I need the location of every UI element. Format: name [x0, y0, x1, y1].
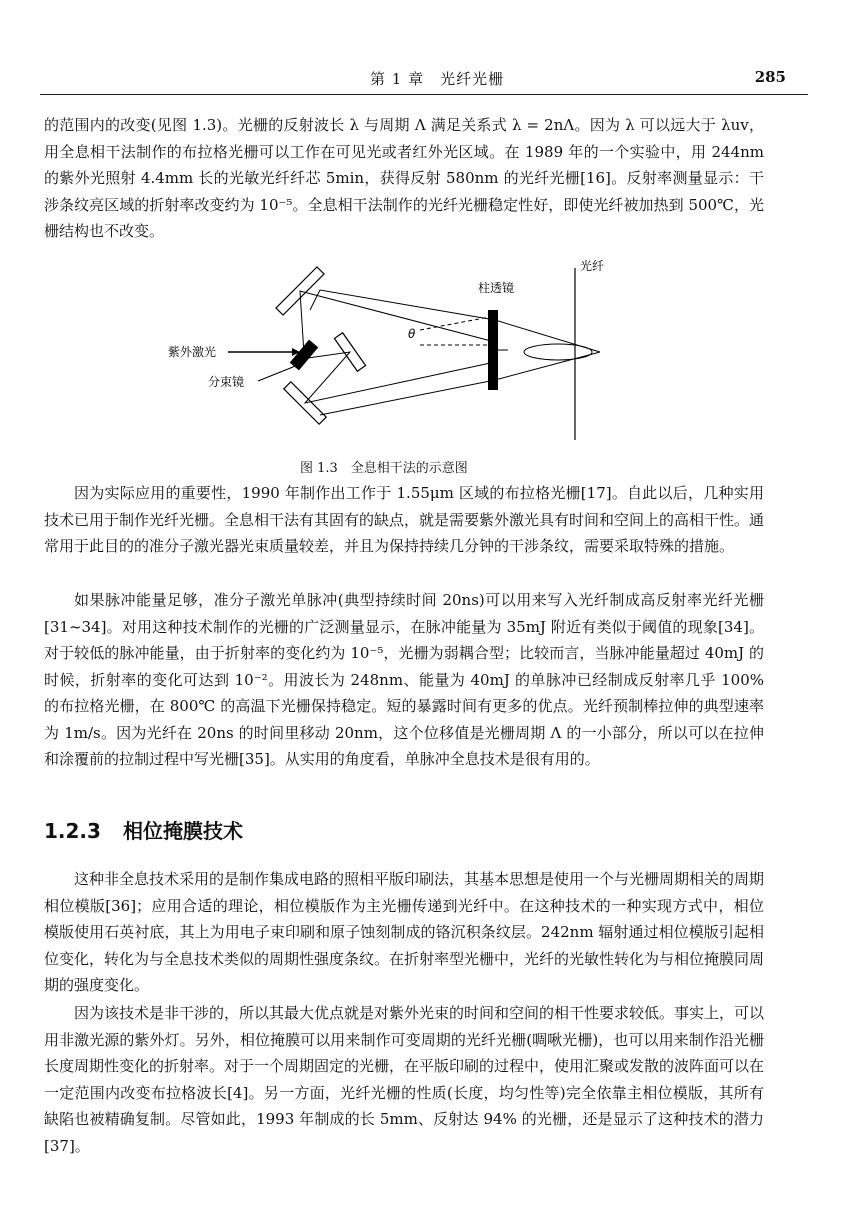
- converge-lower: [495, 352, 600, 380]
- figure-holographic-setup: [160, 250, 630, 450]
- paragraph-1: 的范围内的改变(见图 1.3)。光栅的反射波长 λ 与周期 Λ 满足关系式 λ = 2nΛ。因为 λ 可以远大于 λuv，用全息相干法制作的布拉格光栅可以工作在可见光或者红外光区域。在 1989 年的一个实验中，用 244nm 的紫外光照射 4.4mm 长的光敏光纤纤芯 5min，获得反射 580nm 的光纤光栅[16]。反射率测量显示：干涉条纹亮区域的折射率改变约为 10⁻⁵。全息相干法制作的光纤光栅稳定性好，即使光纤被加热到 500℃，光栅结构也不改变。: [44, 116, 764, 240]
- cylindrical-lens-label: 柱透镜: [478, 281, 515, 295]
- figure-caption: 图 1.3 全息相干法的示意图: [300, 461, 468, 476]
- theta-label: θ: [408, 327, 416, 341]
- page-number: 285: [754, 68, 786, 86]
- chapter-title: 第 1 章 光纤光栅: [370, 70, 505, 88]
- section-number: 1.2.3: [44, 819, 101, 843]
- paragraph-5: 因为该技术是非干涉的，所以其最大优点就是对紫外光束的时间和空间的相干性要求较低。事实上，可以用非激光源的紫外灯。另外，相位掩膜可以用来制作可变周期的光纤光栅(啁啾光栅)，也可以用来制作沿光栅长度周期性变化的折射率。对于一个周期固定的光栅，在平版印刷的过程中，使用汇聚或发散的波阵面可以在一定范围内改变布拉格波长[4]。另一方面，光纤光栅的性质(长度，均匀性等)完全依靠主相位模版，其所有缺陷也被精确复制。尽管如此，1993 年制成的长 5mm、反射达 94% 的光栅，还是显示了这种技术的潜力[37]。: [44, 1004, 765, 1155]
- paragraph-3: 如果脉冲能量足够，准分子激光单脉冲(典型持续时间 20ns)可以用来写入光纤制成高反射率光纤光栅[31~34]。对用这种技术制作的光栅的广泛测量显示，在脉冲能量为 35mJ 附近有类似于阈值的现象[34]。对于较低的脉冲能量，由于折射率的变化约为 10⁻⁵，光栅为弱耦合型；比较而言，当脉冲能量超过 40mJ 的时候，折射率的变化可达到 10⁻²。用波长为 248nm、能量为 40mJ 的单脉冲已经制成反射率几乎 100% 的布拉格光栅，在 800℃ 的高温下光栅保持稳定。短的暴露时间有更多的优点。光纤预制棒拉伸的典型速率为 1m/s。因为光纤在 20ns 的时间里移动 20nm，这个位移值是光栅周期 Λ 的一小部分，所以可以在拉伸和涂覆前的拉制过程中写光栅[35]。从实用的角度看，单脉冲全息技术是很有用的。: [44, 591, 764, 768]
- lower-beam-path-2: [320, 380, 495, 415]
- uv-laser-label: 紫外激光: [168, 345, 217, 359]
- lower-beam-path: [305, 352, 495, 403]
- beam-splitter: [290, 340, 318, 371]
- beam-splitter-leader: [258, 365, 298, 381]
- fiber-focus: [524, 344, 592, 360]
- angle-ray: [420, 316, 495, 330]
- fiber-label: 光纤: [580, 259, 605, 273]
- cylindrical-lens: [488, 310, 498, 390]
- upper-beam-path-2: [310, 290, 495, 320]
- paragraph-2: 因为实际应用的重要性，1990 年制作出工作于 1.55μm 区域的布拉格光栅[17]。自此以后，几种实用技术已用于制作光纤光栅。全息相干法有其固有的缺点，就是需要紫外激光具有时间和空间上的高相干性。通常用于此目的的准分子激光器光束质量较差，并且为保持持续几分钟的干涉条纹，需要采取特殊的措施。: [44, 484, 765, 555]
- page-header: [40, 68, 808, 95]
- paragraph-4: 这种非全息技术采用的是制作集成电路的照相平版印刷法，其基本思想是使用一个与光栅周期相关的周期相位模版[36]；应用合适的理论，相位模版作为主光栅传递到光纤中。在这种技术的一种实现方式中，相位模版使用石英衬底，其上为用电子束印刷和原子蚀刻制成的铬沉积条纹层。242nm 辐射通过相位模版引起相位变化，转化为与全息技术类似的周期性强度条纹。在折射率型光栅中，光纤的光敏性转化为与相位掩膜同周期的强度变化。: [44, 870, 765, 994]
- section-heading: [44, 815, 243, 844]
- section-title: 相位掩膜技术: [122, 819, 243, 843]
- holographic-diagram: [160, 250, 630, 450]
- beam-splitter-label: 分束镜: [208, 375, 245, 389]
